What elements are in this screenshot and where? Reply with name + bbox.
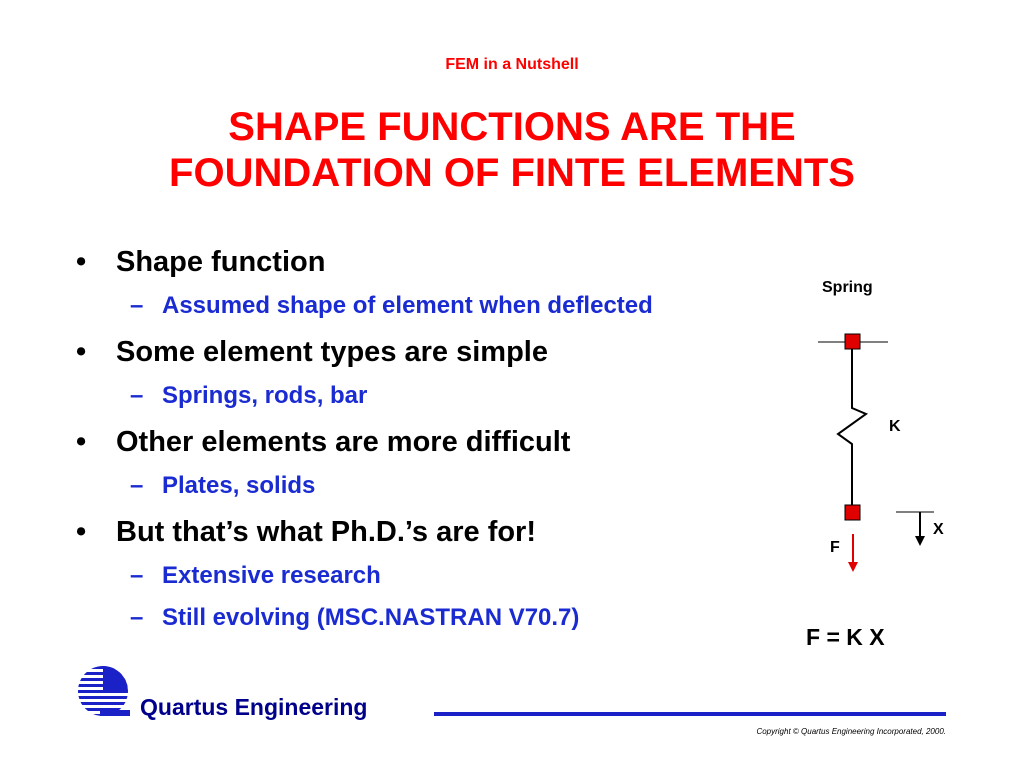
sub-bullet-item: Still evolving (MSC.NASTRAN V70.7)	[162, 604, 580, 631]
sub-bullet-item: Plates, solids	[162, 472, 316, 499]
sub-bullet-marker: –	[130, 472, 144, 499]
copyright-notice: Copyright © Quartus Engineering Incorporated, 2000.	[756, 727, 946, 736]
company-name: Quartus Engineering	[140, 694, 368, 720]
sub-bullet-marker: –	[130, 604, 144, 631]
sub-bullet-marker: –	[130, 382, 144, 409]
subtitle: FEM in a Nutshell	[445, 56, 579, 73]
spring-label: Spring	[822, 279, 873, 296]
bullet-marker: •	[76, 336, 87, 368]
sub-bullet-item: Extensive research	[162, 562, 381, 589]
footer-divider	[434, 712, 946, 716]
bullet-marker: •	[76, 516, 87, 548]
sub-bullet-item: Assumed shape of element when deflected	[162, 292, 653, 319]
quartus-logo-icon	[76, 664, 130, 718]
equation: F = K X	[806, 624, 885, 650]
sub-bullet-marker: –	[130, 562, 144, 589]
displacement-label: X	[933, 521, 944, 538]
bullet-item: Some element types are simple	[116, 336, 548, 368]
spring-zigzag	[838, 342, 866, 512]
bullet-item: Shape function	[116, 246, 326, 278]
title-line-1: SHAPE FUNCTIONS ARE THE	[228, 105, 796, 149]
title-line-2: FOUNDATION OF FINTE ELEMENTS	[169, 151, 855, 195]
bullet-item: But that’s what Ph.D.’s are for!	[116, 516, 537, 548]
bullet-item: Other elements are more difficult	[116, 426, 571, 458]
displacement-arrowhead-icon	[915, 536, 925, 546]
top-node	[845, 334, 860, 349]
sub-bullet-marker: –	[130, 292, 144, 319]
stiffness-label: K	[889, 418, 901, 435]
bottom-node	[845, 505, 860, 520]
force-arrowhead-icon	[848, 562, 858, 572]
bullet-marker: •	[76, 426, 87, 458]
bullet-marker: •	[76, 246, 87, 278]
sub-bullet-item: Springs, rods, bar	[162, 382, 368, 409]
force-label: F	[830, 539, 840, 556]
